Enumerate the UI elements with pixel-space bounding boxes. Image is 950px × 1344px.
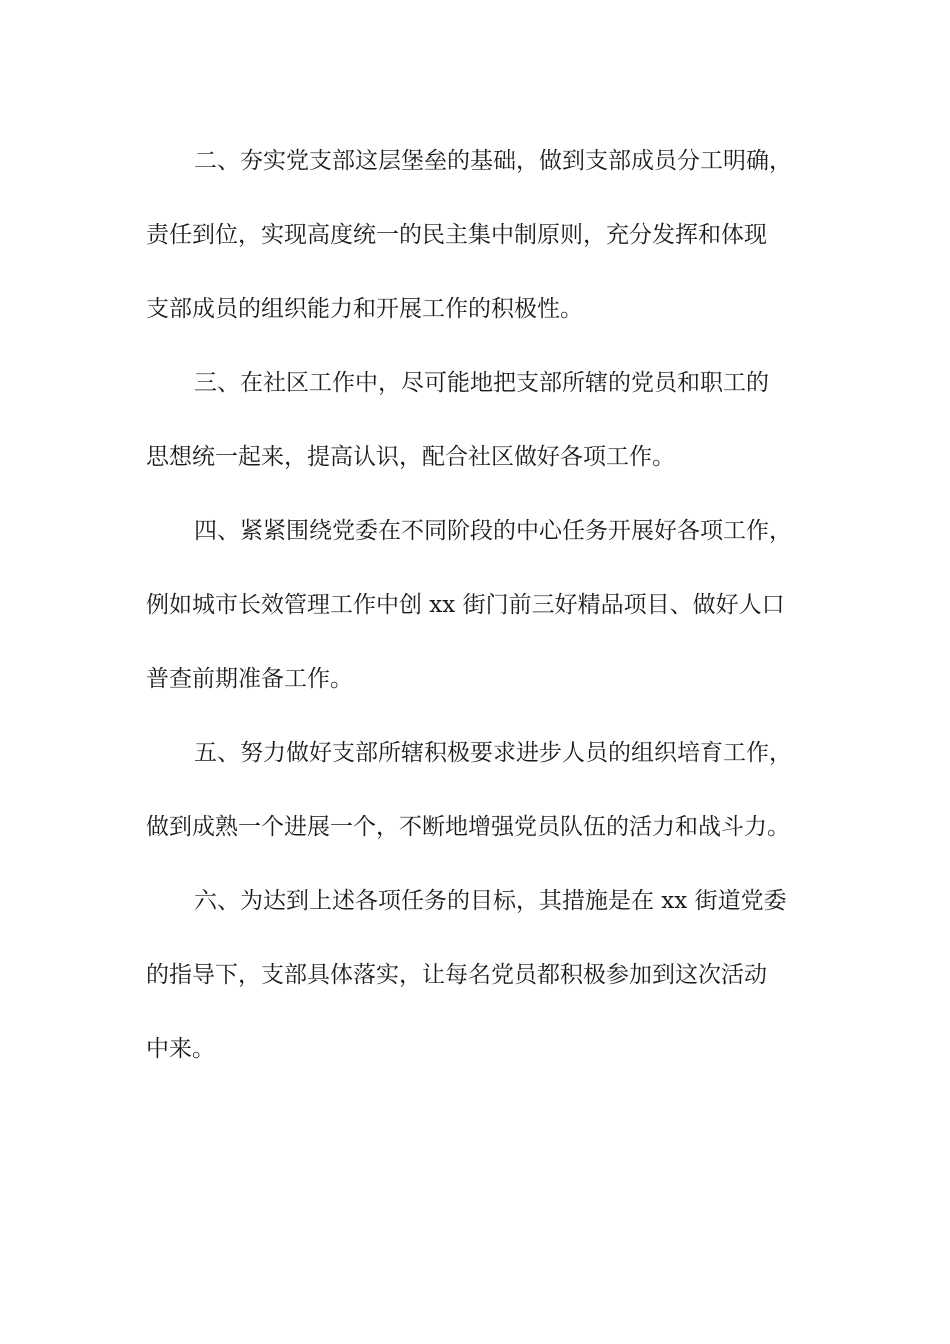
paragraph-2: [146, 124, 836, 346]
paragraph-4: [146, 494, 836, 716]
paragraph-line: 六、为达到上述各项任务的目标，其措施是在 xx 街道党委: [194, 888, 787, 914]
paragraph-line: 普查前期准备工作。: [146, 666, 353, 692]
paragraph-line: 思想统一起来，提高认识，配合社区做好各项工作。: [146, 444, 675, 470]
paragraph-6: [146, 864, 836, 1086]
paragraph-line: 例如城市长效管理工作中创 xx 街门前三好精品项目、做好人口: [146, 592, 785, 618]
paragraph-line: 二、夯实党支部这层堡垒的基础，做到支部成员分工明确，: [194, 148, 792, 174]
paragraph-line: 三、在社区工作中，尽可能地把支部所辖的党员和职工的: [194, 370, 769, 396]
document-body: [146, 124, 836, 1086]
paragraph-line: 责任到位，实现高度统一的民主集中制原则，充分发挥和体现: [146, 222, 767, 248]
paragraph-line: 五、努力做好支部所辖积极要求进步人员的组织培育工作，: [194, 740, 792, 766]
paragraph-line: 支部成员的组织能力和开展工作的积极性。: [146, 296, 583, 322]
paragraph-line: 做到成熟一个进展一个，不断地增强党员队伍的活力和战斗力。: [146, 814, 790, 840]
paragraph-5: [146, 716, 836, 864]
paragraph-line: 四、紧紧围绕党委在不同阶段的中心任务开展好各项工作，: [194, 518, 792, 544]
paragraph-line: 中来。: [146, 1036, 215, 1062]
paragraph-line: 的指导下，支部具体落实，让每名党员都积极参加到这次活动: [146, 962, 767, 988]
paragraph-3: [146, 346, 836, 494]
